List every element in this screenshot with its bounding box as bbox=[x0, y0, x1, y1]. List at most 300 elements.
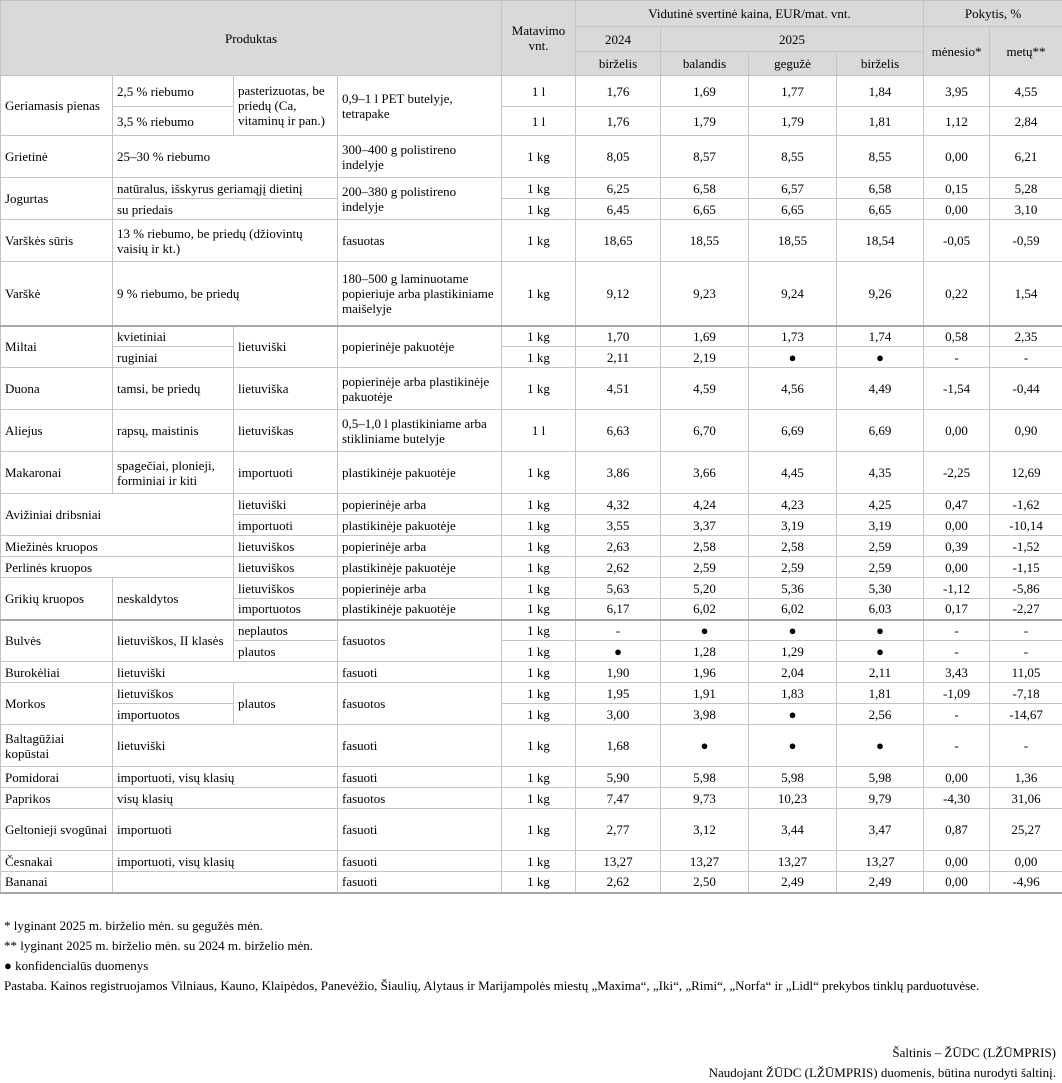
price-2025-may: 2,59 bbox=[749, 557, 837, 578]
price-2024-jun: 5,90 bbox=[576, 767, 661, 788]
table-row bbox=[1, 452, 1062, 494]
unit-cell: 1 kg bbox=[502, 220, 576, 262]
type-cell: 25–30 % riebumo bbox=[113, 136, 338, 178]
table-row bbox=[1, 725, 1062, 767]
price-2025-may: 2,58 bbox=[749, 536, 837, 557]
table-row bbox=[1, 704, 1062, 725]
unit-cell: 1 kg bbox=[502, 262, 576, 326]
price-2025-jun: 6,65 bbox=[837, 199, 924, 220]
header-unit: Matavimo vnt. bbox=[502, 1, 576, 76]
price-2025-apr: 6,65 bbox=[661, 199, 749, 220]
price-2025-may: 3,44 bbox=[749, 809, 837, 851]
table-row bbox=[1, 536, 1062, 557]
price-2024-jun: 6,25 bbox=[576, 178, 661, 199]
origin-cell: plautos bbox=[234, 683, 338, 725]
price-2024-jun: 6,63 bbox=[576, 410, 661, 452]
change-monthly: 0,00 bbox=[924, 199, 990, 220]
change-yearly: 6,21 bbox=[990, 136, 1062, 178]
change-monthly: 0,00 bbox=[924, 851, 990, 872]
product-cell: Geriamasis pienas bbox=[1, 76, 113, 136]
price-2025-apr: 6,58 bbox=[661, 178, 749, 199]
change-monthly: 0,47 bbox=[924, 494, 990, 515]
package-cell: fasuoti bbox=[338, 767, 502, 788]
header-month-jun-2024: birželis bbox=[576, 52, 661, 76]
change-yearly: - bbox=[990, 641, 1062, 662]
table-row bbox=[1, 662, 1062, 683]
price-2025-apr: 3,98 bbox=[661, 704, 749, 725]
price-2025-apr: 2,58 bbox=[661, 536, 749, 557]
type-cell: natūralus, išskyrus geriamąjį dietinį bbox=[113, 178, 338, 199]
price-2025-jun: 6,58 bbox=[837, 178, 924, 199]
price-2025-apr: ● bbox=[661, 725, 749, 767]
price-2025-jun: 4,25 bbox=[837, 494, 924, 515]
change-monthly: -0,05 bbox=[924, 220, 990, 262]
table-row bbox=[1, 683, 1062, 704]
product-cell: Miltai bbox=[1, 326, 113, 368]
price-2025-apr: 1,69 bbox=[661, 76, 749, 107]
type-cell: ruginiai bbox=[113, 347, 234, 368]
price-2025-jun: ● bbox=[837, 347, 924, 368]
header-monthly: mėnesio* bbox=[924, 27, 990, 76]
table-row bbox=[1, 76, 1062, 107]
type-cell: su priedais bbox=[113, 199, 338, 220]
price-2025-may: 1,77 bbox=[749, 76, 837, 107]
product-cell: Morkos bbox=[1, 683, 113, 725]
type-cell: rapsų, maistinis bbox=[113, 410, 234, 452]
price-2024-jun: 2,62 bbox=[576, 557, 661, 578]
table-row bbox=[1, 347, 1062, 368]
change-yearly: -2,27 bbox=[990, 599, 1062, 620]
price-2025-jun: 2,59 bbox=[837, 536, 924, 557]
table-row bbox=[1, 199, 1062, 220]
type-cell: tamsi, be priedų bbox=[113, 368, 234, 410]
price-2024-jun: 3,86 bbox=[576, 452, 661, 494]
change-yearly: 0,00 bbox=[990, 851, 1062, 872]
origin-cell: lietuviškos bbox=[234, 557, 338, 578]
product-cell: Bulvės bbox=[1, 620, 113, 662]
package-cell: 0,9–1 l PET butelyje, tetrapake bbox=[338, 76, 502, 136]
unit-cell: 1 l bbox=[502, 76, 576, 107]
price-2025-may: 6,57 bbox=[749, 178, 837, 199]
source-citation-note: Naudojant ŽŪDC (LŽŪMPRIS) duomenis, būtina nurodyti šaltinį. bbox=[708, 1065, 1056, 1080]
origin-cell: plautos bbox=[234, 641, 338, 662]
price-2025-jun: 3,19 bbox=[837, 515, 924, 536]
table-row bbox=[1, 809, 1062, 851]
table-row bbox=[1, 178, 1062, 199]
type-cell: 9 % riebumo, be priedų bbox=[113, 262, 338, 326]
price-2025-jun: ● bbox=[837, 620, 924, 641]
unit-cell: 1 kg bbox=[502, 662, 576, 683]
change-yearly: -4,96 bbox=[990, 872, 1062, 893]
footnote-remark: Pastaba. Kainos registruojamos Vilniaus, Kauno, Klaipėdos, Panevėžio, Šiaulių, Alytaus ir Marijampolės miestų „Maxima“, „Iki“, „Rimi“, „Norfa“ ir „Lidl“ prekybos tinklų parduotuvėse. bbox=[4, 978, 980, 993]
price-2025-may: 1,73 bbox=[749, 326, 837, 347]
price-2025-jun: 5,98 bbox=[837, 767, 924, 788]
header-month-may: gegužė bbox=[749, 52, 837, 76]
change-monthly: -1,09 bbox=[924, 683, 990, 704]
type-cell: neskaldytos bbox=[113, 578, 234, 620]
price-2024-jun: 1,95 bbox=[576, 683, 661, 704]
price-2025-apr: 5,98 bbox=[661, 767, 749, 788]
change-monthly: -4,30 bbox=[924, 788, 990, 809]
product-cell: Varškės sūris bbox=[1, 220, 113, 262]
price-2024-jun: 9,12 bbox=[576, 262, 661, 326]
type-cell: 2,5 % riebumo bbox=[113, 76, 234, 107]
price-2024-jun: 3,00 bbox=[576, 704, 661, 725]
change-yearly: 4,55 bbox=[990, 76, 1062, 107]
unit-cell: 1 kg bbox=[502, 578, 576, 599]
change-yearly: -10,14 bbox=[990, 515, 1062, 536]
package-cell: popierinėje arba bbox=[338, 536, 502, 557]
change-monthly: 0,00 bbox=[924, 767, 990, 788]
origin-cell: neplautos bbox=[234, 620, 338, 641]
change-monthly: 1,12 bbox=[924, 107, 990, 136]
unit-cell: 1 kg bbox=[502, 452, 576, 494]
price-2025-apr: 1,96 bbox=[661, 662, 749, 683]
price-2025-jun: ● bbox=[837, 725, 924, 767]
price-2025-may: 9,24 bbox=[749, 262, 837, 326]
change-monthly: -2,25 bbox=[924, 452, 990, 494]
type-cell: lietuviški bbox=[113, 725, 338, 767]
price-2025-may: 18,55 bbox=[749, 220, 837, 262]
price-2025-apr: 1,79 bbox=[661, 107, 749, 136]
table-row bbox=[1, 410, 1062, 452]
change-yearly: 1,36 bbox=[990, 767, 1062, 788]
change-monthly: 3,43 bbox=[924, 662, 990, 683]
price-2025-apr: 6,70 bbox=[661, 410, 749, 452]
unit-cell: 1 kg bbox=[502, 536, 576, 557]
package-cell: fasuotos bbox=[338, 788, 502, 809]
price-2025-may: 10,23 bbox=[749, 788, 837, 809]
origin-cell: lietuviški bbox=[234, 494, 338, 515]
price-2025-jun: 6,69 bbox=[837, 410, 924, 452]
price-2025-may: ● bbox=[749, 620, 837, 641]
origin-cell: importuoti bbox=[234, 515, 338, 536]
price-2025-apr: 1,28 bbox=[661, 641, 749, 662]
price-2025-jun: 5,30 bbox=[837, 578, 924, 599]
table-row bbox=[1, 788, 1062, 809]
price-2025-apr: 2,59 bbox=[661, 557, 749, 578]
unit-cell: 1 kg bbox=[502, 199, 576, 220]
price-2024-jun: 6,17 bbox=[576, 599, 661, 620]
change-monthly: -1,12 bbox=[924, 578, 990, 599]
price-2024-jun: 2,63 bbox=[576, 536, 661, 557]
change-monthly: 3,95 bbox=[924, 76, 990, 107]
change-monthly: - bbox=[924, 641, 990, 662]
unit-cell: 1 kg bbox=[502, 515, 576, 536]
price-2025-may: 6,02 bbox=[749, 599, 837, 620]
change-yearly: 2,35 bbox=[990, 326, 1062, 347]
unit-cell: 1 kg bbox=[502, 178, 576, 199]
table-row bbox=[1, 220, 1062, 262]
unit-cell: 1 kg bbox=[502, 347, 576, 368]
product-cell: Grietinė bbox=[1, 136, 113, 178]
change-monthly: 0,00 bbox=[924, 410, 990, 452]
price-2025-jun: 2,11 bbox=[837, 662, 924, 683]
package-cell: fasuoti bbox=[338, 872, 502, 893]
change-yearly: -0,44 bbox=[990, 368, 1062, 410]
type-cell: importuoti, visų klasių bbox=[113, 851, 338, 872]
price-2025-jun: 4,49 bbox=[837, 368, 924, 410]
change-monthly: 0,39 bbox=[924, 536, 990, 557]
change-monthly: 0,00 bbox=[924, 136, 990, 178]
change-monthly: 0,00 bbox=[924, 557, 990, 578]
type-cell: importuoti, visų klasių bbox=[113, 767, 338, 788]
package-cell: popierinėje arba plastikinėje pakuotėje bbox=[338, 368, 502, 410]
price-2025-may: 1,29 bbox=[749, 641, 837, 662]
price-2025-may: 1,83 bbox=[749, 683, 837, 704]
price-2024-jun: 3,55 bbox=[576, 515, 661, 536]
price-2025-apr: 2,50 bbox=[661, 872, 749, 893]
product-cell: Perlinės kruopos bbox=[1, 557, 234, 578]
price-2025-apr: 4,59 bbox=[661, 368, 749, 410]
type-cell: visų klasių bbox=[113, 788, 338, 809]
change-yearly: - bbox=[990, 620, 1062, 641]
table-row bbox=[1, 368, 1062, 410]
change-yearly: 25,27 bbox=[990, 809, 1062, 851]
product-cell: Aliejus bbox=[1, 410, 113, 452]
type-cell: spagečiai, plonieji, forminiai ir kiti bbox=[113, 452, 234, 494]
origin-cell: importuoti bbox=[234, 452, 338, 494]
price-2025-apr: 2,19 bbox=[661, 347, 749, 368]
unit-cell: 1 kg bbox=[502, 326, 576, 347]
type-cell: lietuviškos bbox=[113, 683, 234, 704]
header-month-apr: balandis bbox=[661, 52, 749, 76]
price-2025-jun: 3,47 bbox=[837, 809, 924, 851]
table-row bbox=[1, 494, 1062, 515]
header-year-2024: 2024 bbox=[576, 27, 661, 52]
price-2025-may: 8,55 bbox=[749, 136, 837, 178]
header-change: Pokytis, % bbox=[924, 1, 1062, 27]
unit-cell: 1 kg bbox=[502, 851, 576, 872]
price-2024-jun: 4,32 bbox=[576, 494, 661, 515]
footnote-confidential: ● konfidencialūs duomenys bbox=[4, 958, 149, 973]
package-cell: fasuotos bbox=[338, 683, 502, 725]
price-2024-jun: 2,11 bbox=[576, 347, 661, 368]
origin-cell: lietuviškos bbox=[234, 578, 338, 599]
price-2024-jun: 1,90 bbox=[576, 662, 661, 683]
price-2025-may: 1,79 bbox=[749, 107, 837, 136]
price-2025-jun: 9,26 bbox=[837, 262, 924, 326]
price-2025-may: 6,69 bbox=[749, 410, 837, 452]
price-2024-jun: 2,77 bbox=[576, 809, 661, 851]
product-cell: Grikių kruopos bbox=[1, 578, 113, 620]
unit-cell: 1 kg bbox=[502, 368, 576, 410]
type-cell: 13 % riebumo, be priedų (džiovintų vaisių ir kt.) bbox=[113, 220, 338, 262]
change-yearly: 11,05 bbox=[990, 662, 1062, 683]
price-2025-apr: 9,23 bbox=[661, 262, 749, 326]
price-2025-may: 5,98 bbox=[749, 767, 837, 788]
change-yearly: -1,52 bbox=[990, 536, 1062, 557]
footnotes bbox=[4, 916, 1044, 996]
unit-cell: 1 kg bbox=[502, 136, 576, 178]
price-2025-jun: 8,55 bbox=[837, 136, 924, 178]
type-cell bbox=[113, 872, 338, 893]
package-cell: 300–400 g polistireno indelyje bbox=[338, 136, 502, 178]
unit-cell: 1 l bbox=[502, 107, 576, 136]
type-cell: importuoti bbox=[113, 809, 338, 851]
unit-cell: 1 kg bbox=[502, 494, 576, 515]
price-2025-may: 13,27 bbox=[749, 851, 837, 872]
package-cell: fasuoti bbox=[338, 725, 502, 767]
origin-cell: lietuviška bbox=[234, 368, 338, 410]
header-product: Produktas bbox=[1, 1, 502, 76]
price-2025-apr: 6,02 bbox=[661, 599, 749, 620]
unit-cell: 1 kg bbox=[502, 872, 576, 893]
price-2025-jun: 9,79 bbox=[837, 788, 924, 809]
product-cell: Geltonieji svogūnai bbox=[1, 809, 113, 851]
price-2025-may: 2,04 bbox=[749, 662, 837, 683]
price-2025-apr: 8,57 bbox=[661, 136, 749, 178]
price-2024-jun: 1,70 bbox=[576, 326, 661, 347]
price-2024-jun: 13,27 bbox=[576, 851, 661, 872]
change-monthly: 0,22 bbox=[924, 262, 990, 326]
package-cell: fasuoti bbox=[338, 662, 502, 683]
price-2024-jun: 4,51 bbox=[576, 368, 661, 410]
change-yearly: -1,62 bbox=[990, 494, 1062, 515]
price-2025-may: ● bbox=[749, 704, 837, 725]
product-cell: Duona bbox=[1, 368, 113, 410]
package-cell: popierinėje arba bbox=[338, 578, 502, 599]
price-2024-jun: 1,68 bbox=[576, 725, 661, 767]
table-row bbox=[1, 578, 1062, 599]
table-row bbox=[1, 620, 1062, 641]
product-cell: Pomidorai bbox=[1, 767, 113, 788]
change-monthly: - bbox=[924, 704, 990, 725]
price-2025-jun: 1,84 bbox=[837, 76, 924, 107]
unit-cell: 1 kg bbox=[502, 557, 576, 578]
change-monthly: 0,00 bbox=[924, 515, 990, 536]
table-row bbox=[1, 872, 1062, 893]
package-cell: fasuoti bbox=[338, 851, 502, 872]
type-cell: 3,5 % riebumo bbox=[113, 107, 234, 136]
price-2025-apr: 3,37 bbox=[661, 515, 749, 536]
table-row bbox=[1, 851, 1062, 872]
origin-cell: lietuviškas bbox=[234, 410, 338, 452]
price-2025-jun: 18,54 bbox=[837, 220, 924, 262]
price-2024-jun: 8,05 bbox=[576, 136, 661, 178]
origin-cell: lietuviškos bbox=[234, 536, 338, 557]
price-2025-jun: 13,27 bbox=[837, 851, 924, 872]
product-cell: Paprikos bbox=[1, 788, 113, 809]
price-2024-jun: 1,76 bbox=[576, 76, 661, 107]
footnote-monthly: * lyginant 2025 m. birželio mėn. su gegužės mėn. bbox=[4, 918, 263, 933]
change-yearly: -7,18 bbox=[990, 683, 1062, 704]
price-2025-may: 2,49 bbox=[749, 872, 837, 893]
package-cell: plastikinėje pakuotėje bbox=[338, 599, 502, 620]
unit-cell: 1 kg bbox=[502, 620, 576, 641]
change-monthly: 0,00 bbox=[924, 872, 990, 893]
change-yearly: 12,69 bbox=[990, 452, 1062, 494]
price-2025-apr: 1,91 bbox=[661, 683, 749, 704]
origin-cell: pasterizuotas, be priedų (Ca, vitaminų ir pan.) bbox=[234, 76, 338, 136]
price-2025-apr: 13,27 bbox=[661, 851, 749, 872]
origin-cell: lietuviški bbox=[234, 326, 338, 368]
package-cell: 200–380 g polistireno indelyje bbox=[338, 178, 502, 220]
price-2025-may: 4,45 bbox=[749, 452, 837, 494]
change-yearly: 31,06 bbox=[990, 788, 1062, 809]
price-2024-jun: 18,65 bbox=[576, 220, 661, 262]
header-year-2025: 2025 bbox=[661, 27, 924, 52]
source-line: Šaltinis – ŽŪDC (LŽŪMPRIS) bbox=[892, 1045, 1056, 1060]
change-monthly: 0,17 bbox=[924, 599, 990, 620]
type-cell: lietuviški bbox=[113, 662, 338, 683]
price-2025-jun: ● bbox=[837, 641, 924, 662]
product-cell: Avižiniai dribsniai bbox=[1, 494, 234, 536]
price-2024-jun: 6,45 bbox=[576, 199, 661, 220]
type-cell: lietuviškos, II klasės bbox=[113, 620, 234, 662]
unit-cell: 1 kg bbox=[502, 809, 576, 851]
price-2025-may: 6,65 bbox=[749, 199, 837, 220]
header-yearly: metų** bbox=[990, 27, 1062, 76]
unit-cell: 1 kg bbox=[502, 725, 576, 767]
price-2025-apr: 1,69 bbox=[661, 326, 749, 347]
package-cell: plastikinėje pakuotėje bbox=[338, 452, 502, 494]
change-monthly: - bbox=[924, 620, 990, 641]
table-row bbox=[1, 262, 1062, 326]
product-cell: Česnakai bbox=[1, 851, 113, 872]
header-month-jun: birželis bbox=[837, 52, 924, 76]
table-row bbox=[1, 767, 1062, 788]
price-2025-jun: 2,56 bbox=[837, 704, 924, 725]
change-monthly: - bbox=[924, 347, 990, 368]
price-2025-jun: 2,59 bbox=[837, 557, 924, 578]
price-2024-jun: ● bbox=[576, 641, 661, 662]
change-yearly: - bbox=[990, 725, 1062, 767]
price-2025-apr: ● bbox=[661, 620, 749, 641]
price-2025-may: ● bbox=[749, 725, 837, 767]
price-2025-may: 3,19 bbox=[749, 515, 837, 536]
change-monthly: -1,54 bbox=[924, 368, 990, 410]
change-yearly: 3,10 bbox=[990, 199, 1062, 220]
package-cell: 0,5–1,0 l plastikiniame arba stikliniame butelyje bbox=[338, 410, 502, 452]
change-monthly: 0,87 bbox=[924, 809, 990, 851]
type-cell: importuotos bbox=[113, 704, 234, 725]
product-cell: Miežinės kruopos bbox=[1, 536, 234, 557]
table-row bbox=[1, 326, 1062, 347]
price-2024-jun: 1,76 bbox=[576, 107, 661, 136]
product-cell: Jogurtas bbox=[1, 178, 113, 220]
header-avg-price: Vidutinė svertinė kaina, EUR/mat. vnt. bbox=[576, 1, 924, 27]
table-row bbox=[1, 136, 1062, 178]
type-cell: kvietiniai bbox=[113, 326, 234, 347]
unit-cell: 1 kg bbox=[502, 767, 576, 788]
package-cell: fasuotas bbox=[338, 220, 502, 262]
change-yearly: -0,59 bbox=[990, 220, 1062, 262]
change-yearly: 5,28 bbox=[990, 178, 1062, 199]
price-2024-jun: 5,63 bbox=[576, 578, 661, 599]
table-row bbox=[1, 107, 1062, 136]
change-monthly: 0,15 bbox=[924, 178, 990, 199]
package-cell: 180–500 g laminuotame popieriuje arba plastikiniame maišelyje bbox=[338, 262, 502, 326]
origin-cell: importuotos bbox=[234, 599, 338, 620]
price-2025-may: 4,23 bbox=[749, 494, 837, 515]
unit-cell: 1 kg bbox=[502, 599, 576, 620]
package-cell: plastikinėje pakuotėje bbox=[338, 515, 502, 536]
change-yearly: 2,84 bbox=[990, 107, 1062, 136]
price-2025-apr: 4,24 bbox=[661, 494, 749, 515]
change-monthly: 0,58 bbox=[924, 326, 990, 347]
product-cell: Makaronai bbox=[1, 452, 113, 494]
change-monthly: - bbox=[924, 725, 990, 767]
package-cell: popierinėje pakuotėje bbox=[338, 326, 502, 368]
package-cell: popierinėje arba bbox=[338, 494, 502, 515]
price-2024-jun: 7,47 bbox=[576, 788, 661, 809]
price-2025-may: 4,56 bbox=[749, 368, 837, 410]
package-cell: fasuotos bbox=[338, 620, 502, 662]
product-cell: Bananai bbox=[1, 872, 113, 893]
price-2025-apr: 9,73 bbox=[661, 788, 749, 809]
change-yearly: 1,54 bbox=[990, 262, 1062, 326]
